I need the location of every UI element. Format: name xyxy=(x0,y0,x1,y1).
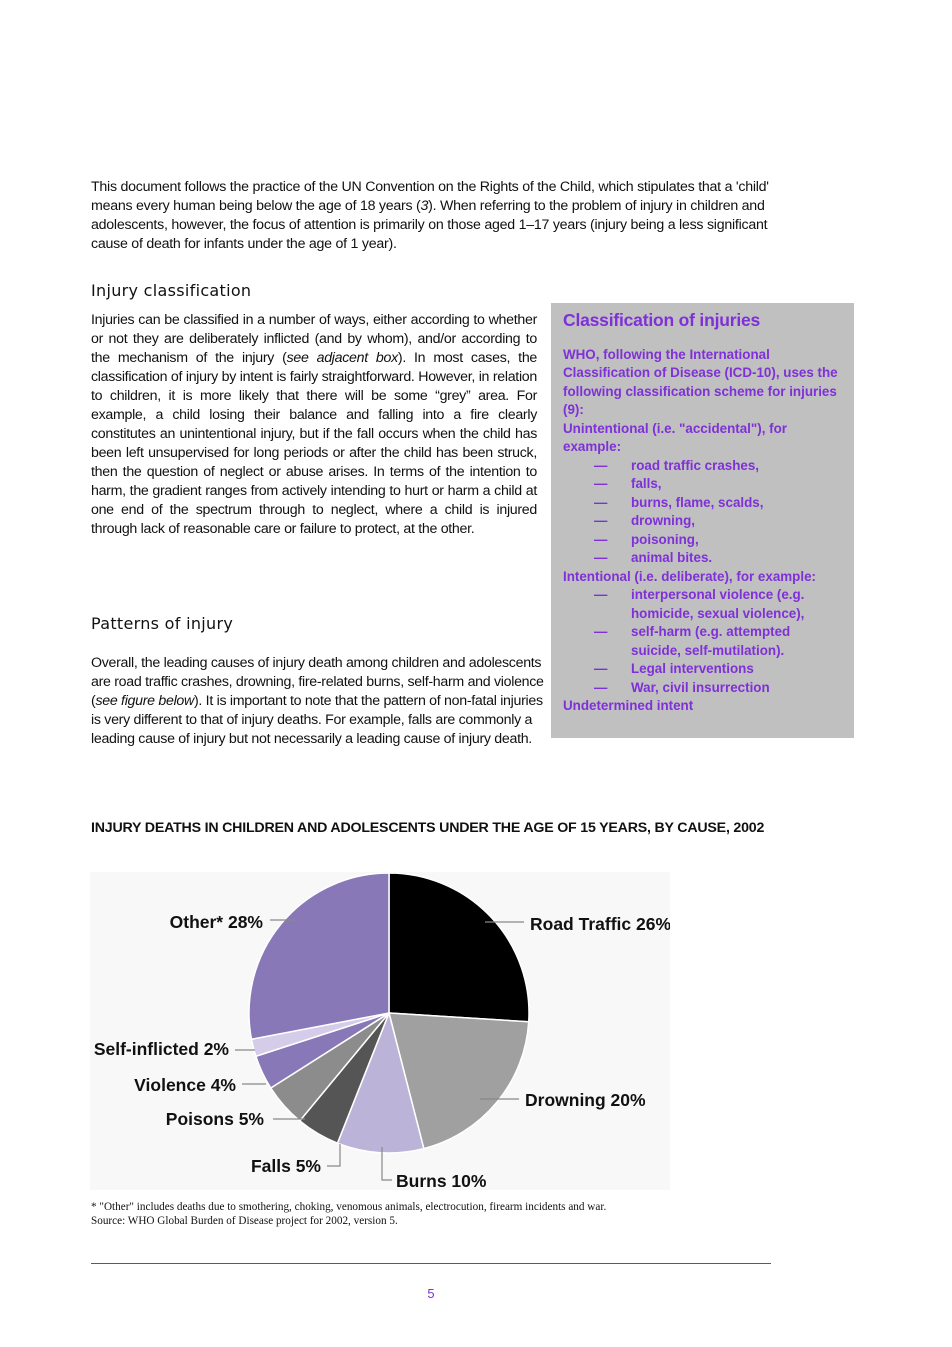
list-item: — road traffic crashes, xyxy=(594,457,760,473)
list-item: — drowning, xyxy=(594,513,695,528)
chart-title: INJURY DEATHS IN CHILDREN AND ADOLESCENTS UNDER THE AGE OF 15 YEARS, BY CAUSE, 2002 xyxy=(91,820,765,836)
list-item: — burns, flame, scalds, xyxy=(594,494,764,510)
box-title: Classification of injuries xyxy=(563,310,761,330)
list-item: — falls, xyxy=(594,476,662,491)
footnote-source: Source: WHO Global Burden of Disease project for 2002, version 5. xyxy=(91,1215,398,1227)
slice-label: Burns 10% xyxy=(396,1171,487,1190)
intentional-list xyxy=(563,586,842,697)
list-item: — Legal interventions xyxy=(594,661,754,676)
pie-chart xyxy=(90,872,670,1190)
list-item: — animal bites. xyxy=(594,550,713,565)
slice-label: Road Traffic 26% xyxy=(530,914,670,934)
pie-chart-area xyxy=(90,872,670,1190)
leader-line xyxy=(327,1144,340,1166)
intro-paragraph: This document follows the practice of the UN Convention on the Rights of the Child, which stipulates that a 'child' means every human being below the age of 18 years (3). When referring to the problem of injury in children and adolescents, however, the focus of attention is primarily on those aged 1–17 years (injury being a less significant cause of death for infants under the age of 1 year). xyxy=(91,179,769,252)
patterns-of-injury-paragraph: Overall, the leading causes of injury death among children and adolescents are road traffic crashes, drowning, fire-related burns, self-harm and violence (see figure below). It is important to note that the pattern of non-fatal injuries is very different to that of injury deaths. For example, falls are commonly a leading cause of injury but not necessarily a leading cause of injury death. xyxy=(91,655,544,747)
list-item: — War, civil insurrection xyxy=(594,679,770,695)
box-intro: WHO, following the International Classification of Disease (ICD-10), uses the following classification scheme for injuries (9): xyxy=(563,346,838,417)
slice-label: Falls 5% xyxy=(250,1156,321,1176)
box-intentional-label: Intentional (i.e. deliberate), for example: xyxy=(563,568,816,584)
list-item: — poisoning, xyxy=(594,531,699,547)
slice-label: Other* 28% xyxy=(169,912,263,932)
chart-footnote xyxy=(91,1200,606,1228)
heading-patterns-of-injury: Patterns of injury xyxy=(91,614,234,633)
slice-label: Drowning 20% xyxy=(525,1090,646,1110)
pie-slice xyxy=(249,873,389,1039)
box-unintentional-label: Unintentional (i.e. "accidental"), for example: xyxy=(563,420,787,454)
slice-label: Violence 4% xyxy=(134,1075,236,1095)
footer-rule xyxy=(91,1263,771,1264)
list-item: — self-harm (e.g. attempted suicide, self-mutilation). xyxy=(594,624,791,658)
pie-slice xyxy=(389,873,529,1022)
unintentional-list xyxy=(563,457,842,568)
classification-sidebar-box xyxy=(551,303,854,738)
slice-label: Self-inflicted 2% xyxy=(93,1039,229,1059)
footnote-other: * "Other" includes deaths due to smothering, choking, venomous animals, electrocution, firearm incidents and war. xyxy=(91,1201,607,1213)
injury-classification-paragraph: Injuries can be classified in a number of ways, either according to whether or not they are deliberately inflicted (and by whom), and/or according to the mechanism of the injury (see adjacent box). In most cases, the classification of injury by intent is fairly straightforward. However, in relation to children, it is more likely that there will be some “grey” area. For example, a child losing their balance and falling into a fire clearly constitutes an unintentional injury, but if the fall occurs when the child has been left unsupervised for long periods or after the child has been struck, then the question of neglect or abuse arises. In terms of the intention to harm, the gradient ranges from actively intending to hurt or harm a child at one end of the spectrum through to neglect, where a child is injured through lack of reasonable care or failure to protect, at the other. xyxy=(91,312,538,537)
list-item: — interpersonal violence (e.g. homicide, sexual violence), xyxy=(594,587,805,621)
slice-label: Poisons 5% xyxy=(165,1109,264,1129)
heading-injury-classification: Injury classification xyxy=(91,281,252,300)
box-undetermined-label: Undetermined intent xyxy=(563,698,694,713)
page-number: 5 xyxy=(427,1286,435,1301)
